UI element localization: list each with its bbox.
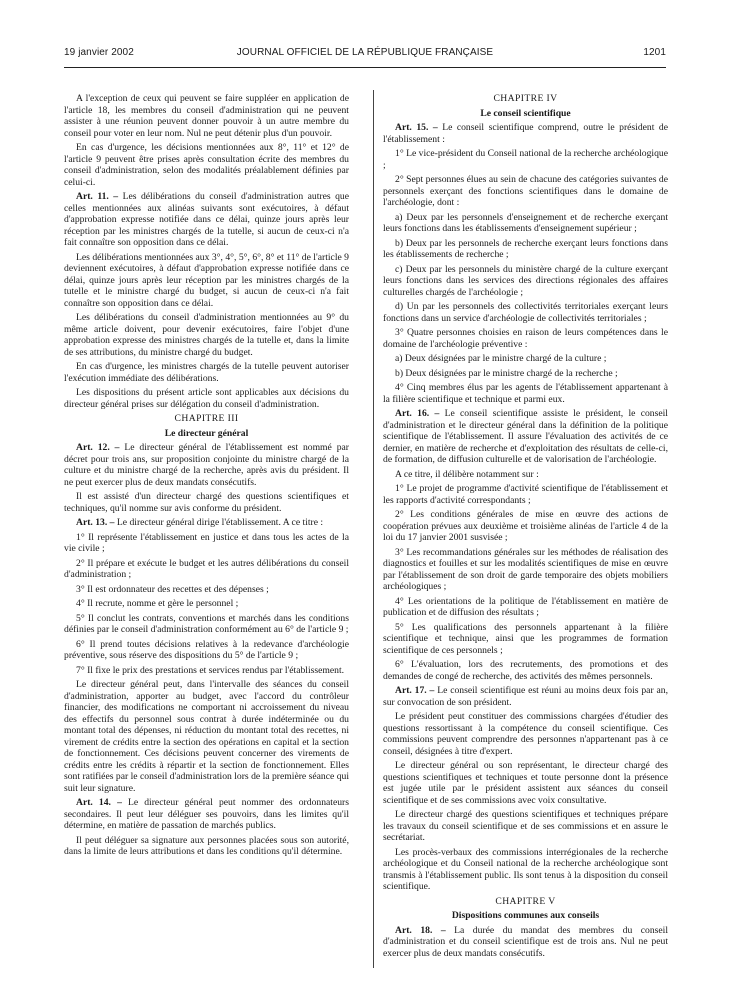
- paragraph-text: 7° Il fixe le prix des prestations et services rendus par l'établissement.: [76, 664, 345, 676]
- paragraph: [64, 491, 349, 514]
- paragraph-text: Le directeur général peut nommer des ordonnateurs secondaires. Il peut leur déléguer ses pouvoirs, dans les limites qu'il détermine, en matière de passation de marchés publics.: [64, 797, 349, 831]
- paragraph-text: Le directeur général ou son représentant, le directeur chargé des questions scientifiques et techniques et toute personne dont la présence est jugée utile par le président assistent aux séances du conseil scientifique et de ses commissions avec voix consultative.: [383, 760, 668, 806]
- paragraph: [383, 301, 668, 324]
- paragraph-text: Le directeur général de l'établissement est nommé par décret pour trois ans, sur proposition conjointe du ministre chargé de la culture et du ministre chargé de la recherche, après avis du président. Il ne peut exercer plus de deux mandats consécutifs.: [64, 442, 349, 488]
- header-date: 19 janvier 2002: [64, 47, 134, 58]
- paragraph-text: 1° Le projet de programme d'activité scientifique de l'établissement et les rapports d'activité correspondants ;: [383, 483, 668, 506]
- paragraph: [383, 353, 668, 365]
- paragraph: [64, 665, 349, 677]
- paragraph: [64, 387, 349, 410]
- paragraph: [383, 368, 668, 380]
- paragraph-text: 2° Sept personnes élues au sein de chacune des catégories suivantes de personnels exerçant des fonctions scientifiques dans le domaine de l'archéologie, dont :: [383, 174, 668, 208]
- chapter-title: Dispositions communes aux conseils: [451, 910, 600, 921]
- paragraph: [64, 252, 349, 310]
- paragraph: [64, 312, 349, 358]
- paragraph-text: 4° Les orientations de la politique de l'établissement en matière de publication et de diffusion des résultats ;: [383, 595, 668, 618]
- paragraph: [383, 238, 668, 261]
- paragraph: [64, 598, 349, 610]
- paragraph: [64, 835, 349, 858]
- paragraph-text: Le directeur général peut, dans l'intervalle des séances du conseil d'administration, apporter au budget, avec l'accord du contrôleur financier, des modifications ne comportant ni accroissement du niveau des effectifs du personnel sous contrat à durée indéterminée ou du montant total des dépenses, ni réduction du montant total des recettes, ni virement de crédits entre la section des opérations en capital et la section de fonctionnement. Ces décisions peuvent concerner des virements de crédits entre les crédits à répartir et la section de fonctionnement. Elles sont ratifiées par le conseil d'administration lors de la première séance qui suit leur signature.: [64, 679, 349, 794]
- paragraph: [64, 613, 349, 636]
- paragraph-text: Les délibérations du conseil d'administration autres que celles mentionnées aux alinéas suivants sont exécutoires, à défaut d'approbation expresse notifiée dans ce délai, quinze jours après leur réception par les ministres chargés de la tutelle, si aucun de ceux-ci n'a fait connaître son opposition dans ce délai.: [64, 191, 349, 248]
- paragraph: [383, 382, 668, 405]
- article-number: Art. 18. –: [395, 924, 446, 936]
- article-number: Art. 13. –: [76, 517, 115, 528]
- paragraph-text: c) Deux par les personnels du ministère chargé de la culture exerçant leurs fonctions dans les services des directions régionales des affaires culturelles chargés de l'archéologie ;: [383, 263, 668, 298]
- paragraph: [383, 212, 668, 235]
- paragraph-text: La durée du mandat des membres du conseil d'administration et du conseil scientifique est de trois ans. Nul ne peut exercer plus de deux mandats consécutifs.: [383, 924, 668, 959]
- paragraph-text: 3° Il est ordonnateur des recettes et des dépenses ;: [76, 583, 269, 595]
- paragraph-text: A ce titre, il délibère notamment sur :: [395, 468, 539, 480]
- article-number: Art. 17. –: [395, 685, 435, 696]
- paragraph: [383, 809, 668, 844]
- paragraph-text: 2° Les conditions générales de mise en œuvre des actions de coopération prévues aux deuxième et troisième alinéas de l'article 4 de la loi du 17 janvier 2001 susvisée ;: [383, 509, 668, 543]
- paragraph-text: b) Deux désignées par le ministre chargé de la recherche ;: [395, 367, 618, 379]
- paragraph: [383, 148, 668, 171]
- paragraph: [383, 327, 668, 350]
- paragraph-text: Le directeur général dirige l'établissement. A ce titre :: [114, 517, 324, 528]
- paragraph-text: d) Un par les personnels des collectivités territoriales exerçant leurs fonctions dans un service d'archéologie de collectivités territoriales ;: [383, 301, 668, 324]
- article-paragraph: [383, 408, 668, 466]
- paragraph: [383, 847, 668, 893]
- article-paragraph: [383, 925, 668, 960]
- paragraph: [64, 639, 349, 662]
- paragraph-text: 6° L'évaluation, lors des recrutements, des promotions et des demandes de congé de recherche, des activités des mêmes personnels.: [383, 659, 668, 682]
- paragraph-text: 3° Les recommandations générales sur les méthodes de réalisation des diagnostics et fouilles et sur les modalités scientifiques de mise en œuvre par l'établissement de son droit de garde temporaire des objets mobiliers archéologiques ;: [383, 546, 668, 592]
- paragraph-text: 5° Il conclut les contrats, conventions et marchés dans les conditions définies par le conseil d'administration conformément au 6° de l'article 9 ;: [64, 612, 349, 635]
- paragraph-text: Les délibérations mentionnées aux 3°, 4°, 5°, 6°, 8° et 11° de l'article 9 deviennent exécutoires, à défaut d'approbation expresse notifiée dans ce délai, quinze jours après leur réception par les ministres chargés de la tutelle et le ministre chargé du budget, si aucun de ceux-ci n'a fait connaître son opposition dans ce délai.: [64, 251, 349, 309]
- paragraph: [383, 659, 668, 682]
- article-paragraph: [64, 191, 349, 249]
- paragraph: [383, 174, 668, 209]
- paragraph-text: Le conseil scientifique comprend, outre le président de l'établissement :: [383, 122, 668, 145]
- article-paragraph: [64, 442, 349, 488]
- paragraph: [64, 679, 349, 794]
- paragraph-text: 6° Il prend toutes décisions relatives à la redevance d'archéologie préventive, sous réserve des dispositions du 5° de l'article 9 ;: [64, 638, 349, 661]
- paragraph: [64, 532, 349, 555]
- chapter-heading: CHAPITRE IV: [493, 93, 558, 104]
- page-header: [64, 47, 666, 63]
- paragraph-text: 5° Les qualifications des personnels appartenant à la filière scientifique et technique, ainsi que les programmes de formation scientifique de ces personnels ;: [383, 621, 668, 656]
- left-column: [64, 93, 349, 861]
- paragraph-text: 3° Quatre personnes choisies en raison de leurs compétences dans le domaine de l'archéologie préventive :: [383, 327, 668, 350]
- paragraph: [383, 711, 668, 757]
- header-title: JOURNAL OFFICIEL DE LA RÉPUBLIQUE FRANÇAISE: [236, 47, 494, 58]
- article-paragraph: [64, 797, 349, 832]
- paragraph: [383, 264, 668, 299]
- paragraph-text: Les dispositions du présent article sont applicables aux décisions du directeur général prises sur délégation du conseil d'administration.: [64, 387, 349, 410]
- article-number: Art. 15. –: [395, 122, 438, 133]
- paragraph: [64, 558, 349, 581]
- paragraph-text: Le directeur chargé des questions scientifiques et techniques prépare les travaux du conseil scientifique et de ses commissions et en assure le secrétariat.: [383, 809, 668, 843]
- paragraph: [64, 142, 349, 188]
- article-paragraph: [383, 685, 668, 708]
- chapter-title: Le conseil scientifique: [480, 107, 571, 119]
- paragraph: [64, 361, 349, 384]
- chapter-heading: CHAPITRE V: [495, 895, 556, 907]
- paragraph-text: 4° Il recrute, nomme et gère le personnel ;: [76, 598, 239, 609]
- chapter-heading: CHAPITRE III: [174, 413, 239, 424]
- article-number: Art. 16. –: [395, 408, 440, 419]
- paragraph-text: Le conseil scientifique est réuni au moins deux fois par an, sur convocation de son président.: [383, 685, 668, 708]
- paragraph: [383, 622, 668, 657]
- chapter-title: Le directeur général: [164, 427, 249, 439]
- paragraph-text: 2° Il prépare et exécute le budget et les autres délibérations du conseil d'administration ;: [64, 557, 349, 580]
- paragraph-text: 4° Cinq membres élus par les agents de l'établissement appartenant à la filière scientifique et technique et parmi eux.: [383, 382, 668, 405]
- paragraph-text: Le conseil scientifique assiste le président, le conseil d'administration et le directeur général dans la définition de la politique scientifique de l'établissement. Il assure l'évaluation des activités de ce dernier, en matière de recherche et d'exploitation des résultats de celle-ci, de formation, de diffusion culturelle et de valorisation de l'archéologie.: [383, 408, 668, 465]
- header-rule: [64, 67, 666, 68]
- right-column: [383, 93, 668, 962]
- article-paragraph: [64, 517, 349, 529]
- paragraph-text: Il peut déléguer sa signature aux personnes placées sous son autorité, dans la limite de leurs attributions et dans les conditions qu'il détermine.: [64, 834, 349, 857]
- article-number: Art. 14. –: [76, 797, 122, 808]
- column-divider: [373, 90, 374, 968]
- paragraph: [383, 469, 668, 481]
- page-number: 1201: [643, 47, 666, 58]
- article-number: Art. 11. –: [76, 191, 119, 202]
- paragraph-text: a) Deux par les personnels d'enseignement et de recherche exerçant leurs fonctions dans les établissements d'enseignement supérieur ;: [383, 211, 668, 234]
- paragraph: [383, 483, 668, 506]
- paragraph: [383, 596, 668, 619]
- paragraph-text: Les procès-verbaux des commissions interrégionales de la recherche archéologique et du Conseil national de la recherche archéologique sont transmis à l'établissement public. Ils sont tenus à la disposition du conseil scientifique.: [383, 846, 668, 892]
- paragraph-text: Les délibérations du conseil d'administration mentionnées au 9° du même article doivent, pour devenir exécutoires, faire l'objet d'une approbation expresse des ministres chargés de la tutelle et, dans la limite de ses attributions, du ministre chargé du budget.: [64, 312, 349, 358]
- paragraph: [383, 509, 668, 544]
- paragraph: [383, 547, 668, 593]
- article-number: Art. 12. –: [76, 442, 120, 453]
- paragraph: [383, 760, 668, 806]
- paragraph-text: a) Deux désignées par le ministre chargé de la culture ;: [395, 353, 607, 364]
- paragraph-text: En cas d'urgence, les décisions mentionnées aux 8°, 11° et 12° de l'article 9 peuvent être prises après consultation écrite des membres du conseil d'administration, selon des modalités préalablement définies par celui-ci.: [64, 142, 349, 188]
- paragraph-text: Il est assisté d'un directeur chargé des questions scientifiques et techniques, qu'il nomme sur avis conforme du président.: [64, 491, 349, 514]
- paragraph-text: 1° Il représente l'établissement en justice et dans tous les actes de la vie civile ;: [64, 531, 349, 554]
- paragraph-text: A l'exception de ceux qui peuvent se faire suppléer en application de l'article 18, les membres du conseil d'administration qui ne peuvent assister à une réunion peuvent donner pouvoir à un autre membre du conseil pour voter en leur nom. Nul ne peut détenir plus d'un pouvoir.: [64, 93, 349, 139]
- article-paragraph: [383, 122, 668, 145]
- paragraph-text: 1° Le vice-président du Conseil national de la recherche archéologique ;: [383, 148, 668, 171]
- paragraph-text: b) Deux par les personnels de recherche exerçant leurs fonctions dans les établissements de recherche ;: [383, 237, 668, 260]
- paragraph: [64, 93, 349, 139]
- paragraph-text: En cas d'urgence, les ministres chargés de la tutelle peuvent autoriser l'exécution immédiate des délibérations.: [64, 361, 349, 384]
- paragraph-text: Le président peut constituer des commissions chargées d'étudier des questions ressortissant à la compétence du conseil scientifique. Ces commissions peuvent comprendre des personnes n'appartenant pas à ce conseil, désignées à titre d'expert.: [383, 711, 668, 757]
- paragraph: [64, 584, 349, 596]
